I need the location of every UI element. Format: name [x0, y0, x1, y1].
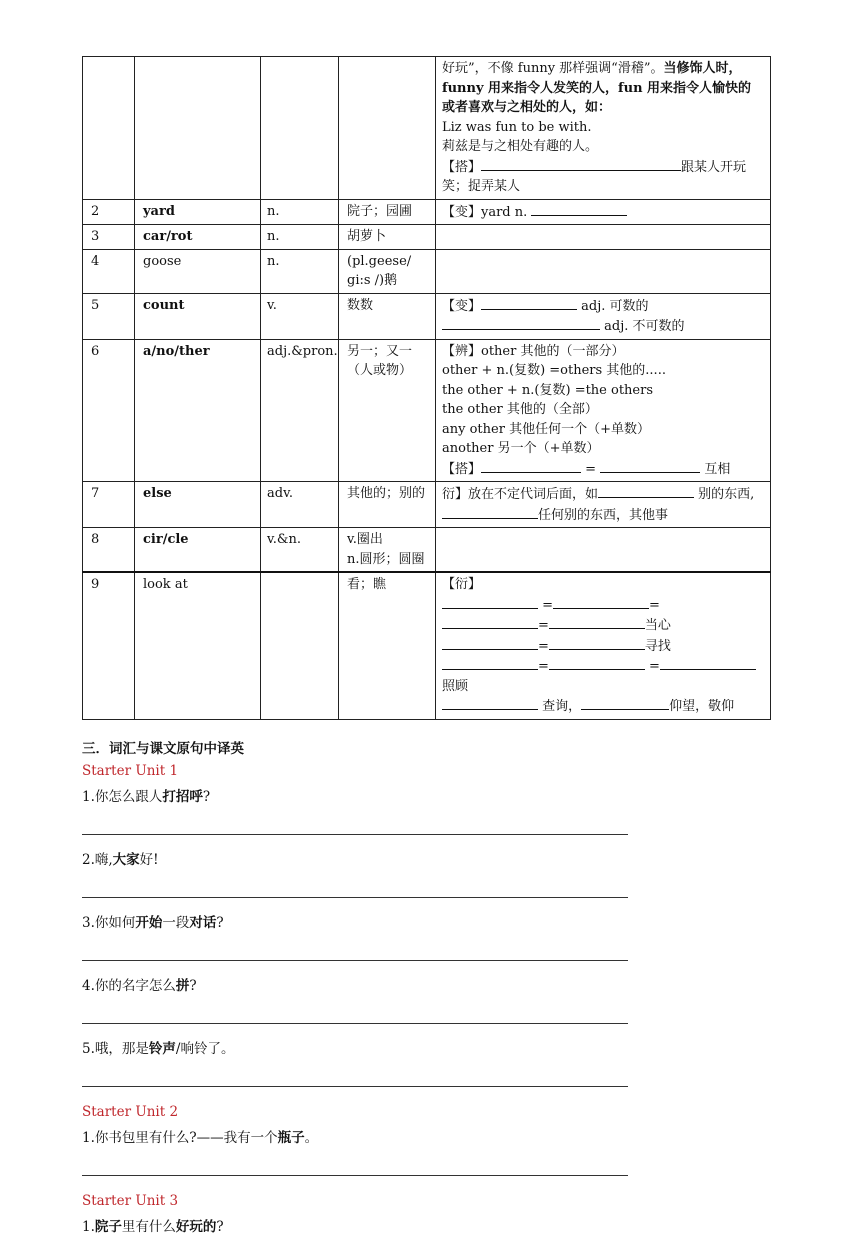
question: 1.院子里有什么好玩的? [82, 1218, 224, 1235]
fill-blank[interactable] [660, 656, 756, 670]
question: 5.哦，那是铃声/响铃了。 [82, 1040, 235, 1057]
table-row: 7 else adv. 其他的；别的 衍】放在不定代词后面，如 别的东西,任何别的东西，其他事 [83, 482, 771, 528]
fill-blank[interactable] [481, 157, 681, 171]
note-cell: 好玩”，不像 funny 那样强调“滑稽”。当修饰人时，funny 用来指令人发笑的人，fun 用来指令人愉快的或者喜欢与之相处的人，如： Liz was fun to be with. 莉兹是与之相处有趣的人。 【搭】 跟某人开玩笑；捉弄某人 [436, 57, 771, 200]
fill-blank[interactable] [442, 595, 538, 609]
question: 4.你的名字怎么拼? [82, 977, 197, 994]
fill-blank[interactable] [531, 202, 627, 216]
answer-line[interactable] [82, 1086, 628, 1087]
fill-blank[interactable] [481, 296, 577, 310]
fill-blank[interactable] [549, 656, 645, 670]
table-row: 9 look at 看；瞧 【衍】 = = = 当心 = 寻找 = = 照顾 查询， 仰望，敬仰 [83, 572, 771, 719]
table-row: 2 yard n. 院子；园圃 【变】yard n. [83, 199, 771, 225]
unit-heading: Starter Unit 2 [82, 1103, 179, 1120]
answer-line[interactable] [82, 960, 628, 961]
fill-blank[interactable] [598, 484, 694, 498]
table-row: 8 cir/cle v.&n. v.圈出 n.圆形；圆圈 [83, 528, 771, 573]
table-row: 5 count v. 数数 【变】 adj. 可数的 adj. 不可数的 [83, 293, 771, 339]
fill-blank[interactable] [442, 505, 538, 519]
answer-line[interactable] [82, 1175, 628, 1176]
fill-blank[interactable] [581, 696, 669, 710]
question: 2.嗨,大家好! [82, 851, 159, 868]
fill-blank[interactable] [481, 459, 581, 473]
question: 3.你如何开始一段对话? [82, 914, 224, 931]
fill-blank[interactable] [549, 615, 645, 629]
fill-blank[interactable] [442, 316, 600, 330]
unit-heading: Starter Unit 1 [82, 762, 179, 779]
question: 1.你书包里有什么?——我有一个瓶子。 [82, 1129, 319, 1146]
table-row: 3 car/rot n. 胡萝卜 [83, 225, 771, 250]
table-row: 6 a/no/ther adj.&pron. 另一；又一（人或物） 【辨】other 其他的（一部分） other + n.(复数) =others 其他的..... the other + n.(复数) =the others the other 其他的（全部） any other 其他任何一个（+单数） another 另一个（+单数） 【搭】 = 互相 [83, 339, 771, 482]
page [82, 56, 770, 1238]
fill-blank[interactable] [442, 636, 538, 650]
table-row [83, 57, 771, 200]
question: 1.你怎么跟人打招呼? [82, 788, 211, 805]
fill-blank[interactable] [442, 656, 538, 670]
translation-section [82, 738, 770, 1238]
section-title: 三．词汇与课文原句中译英 [82, 740, 244, 757]
fill-blank[interactable] [553, 595, 649, 609]
answer-line[interactable] [82, 897, 628, 898]
fill-blank[interactable] [442, 615, 538, 629]
fill-blank[interactable] [442, 696, 538, 710]
unit-heading: Starter Unit 3 [82, 1192, 179, 1209]
table-row: 4 goose n. (pl.geese/ gi:s /)鹅 [83, 249, 771, 293]
fill-blank[interactable] [600, 459, 700, 473]
fill-blank[interactable] [549, 636, 645, 650]
answer-line[interactable] [82, 834, 628, 835]
vocab-table [82, 56, 771, 720]
answer-line[interactable] [82, 1023, 628, 1024]
